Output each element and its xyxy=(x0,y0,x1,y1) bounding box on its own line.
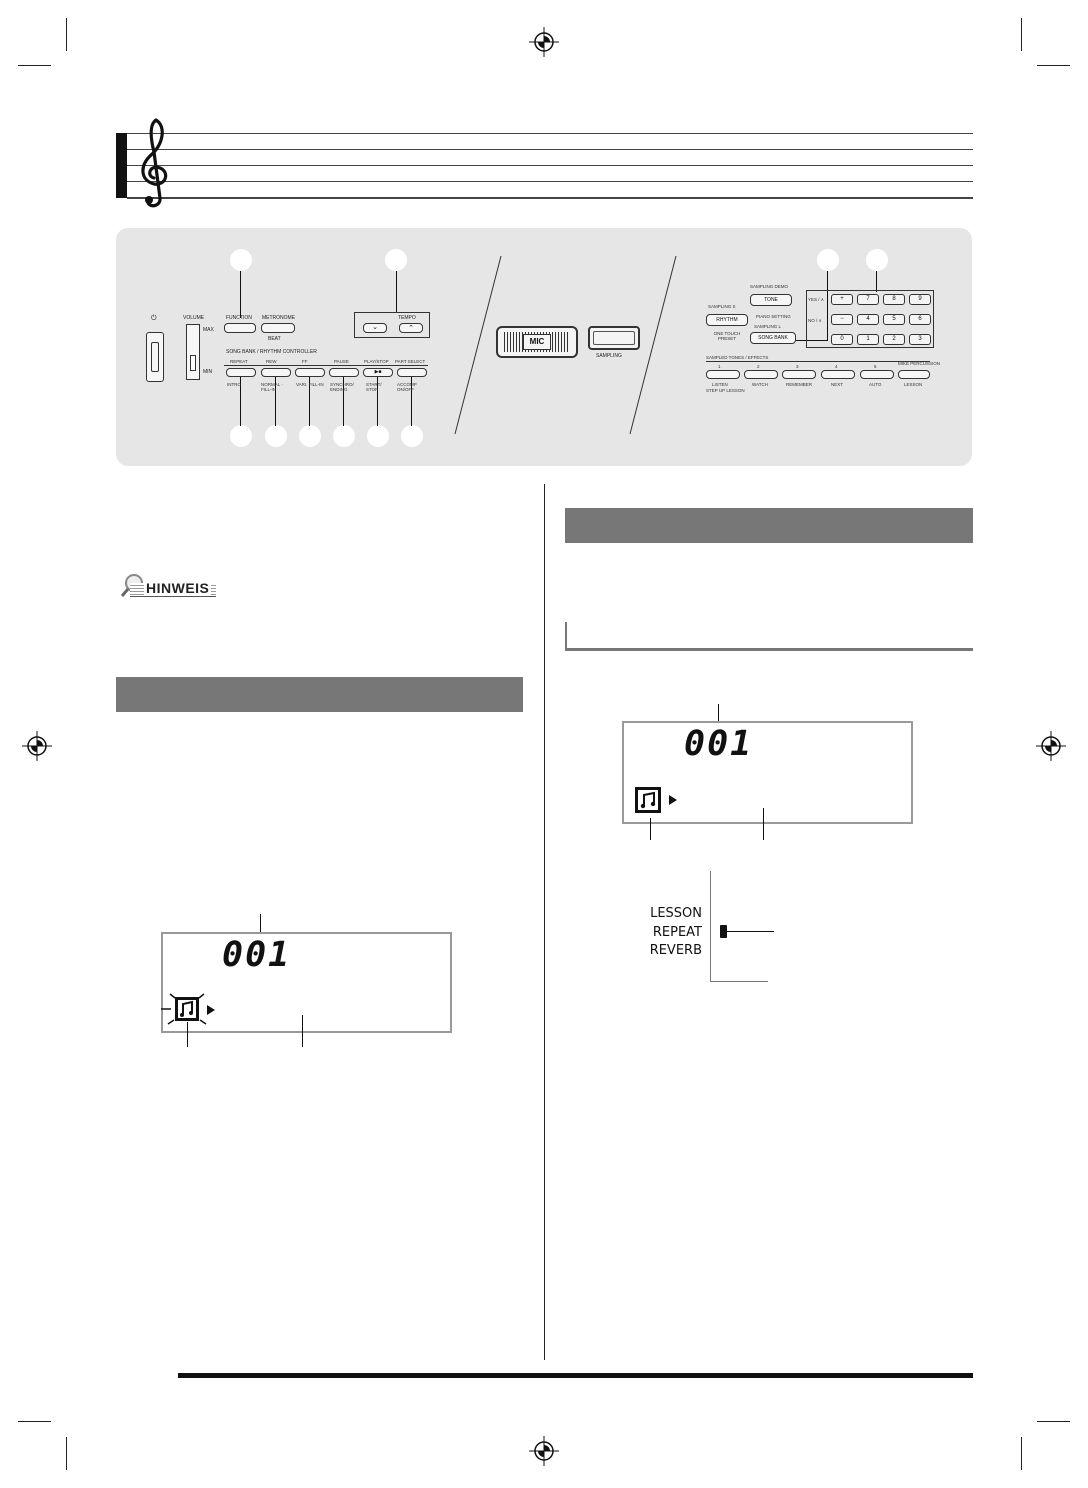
callout-circle xyxy=(230,425,252,447)
hinweis-badge xyxy=(120,572,218,600)
repeat-indicator-label: REPEAT xyxy=(652,924,702,940)
pause-label: PAUSE xyxy=(334,359,349,364)
lesson-button[interactable] xyxy=(898,370,930,379)
part-select-button[interactable] xyxy=(397,368,427,377)
rhythm-label: RHYTHM xyxy=(716,317,738,323)
sampling-label: SAMPLING xyxy=(596,353,622,359)
staff-line xyxy=(127,181,973,182)
song-number-display: 001 xyxy=(222,935,292,975)
divider xyxy=(224,365,428,366)
next-button[interactable] xyxy=(821,370,855,379)
callout-circle xyxy=(230,249,252,271)
crop-mark xyxy=(1021,1437,1022,1470)
key-minus[interactable]: − xyxy=(831,314,853,325)
lower-number: 2 xyxy=(757,364,760,369)
repeat-button[interactable] xyxy=(226,368,256,377)
key-2[interactable]: 2 xyxy=(883,334,905,345)
staff-line xyxy=(127,165,973,166)
song-bank-button[interactable] xyxy=(750,332,796,344)
power-button[interactable] xyxy=(146,332,164,382)
next-label: NEXT xyxy=(831,382,844,387)
beat-label: BEAT xyxy=(268,336,281,342)
registration-mark-icon xyxy=(22,731,52,761)
lower-number: 4 xyxy=(835,364,838,369)
accomp-label: ACCOMP ON/OFF xyxy=(397,382,417,392)
indicator-labels xyxy=(646,905,702,961)
lower-number: 5 xyxy=(874,364,877,369)
play-indicator-icon xyxy=(205,1003,217,1017)
controller-label: SONG BANK / RHYTHM CONTROLLER xyxy=(226,349,317,355)
callout-circle xyxy=(265,425,287,447)
normal-fill-in-label: NORMAL · FILL-IN xyxy=(261,382,283,392)
leader-line xyxy=(876,271,877,292)
piano-setting-label: PIANO SETTING xyxy=(756,314,791,319)
key-0[interactable]: 0 xyxy=(831,334,853,345)
footer-rule xyxy=(178,1373,973,1378)
metronome-button[interactable] xyxy=(261,323,295,333)
auto-label: AUTO xyxy=(869,382,882,387)
rhythm-button[interactable] xyxy=(706,314,748,326)
synchro-ending-label: SYNCHRO/ ENDING xyxy=(330,382,354,392)
intro-label: INTRO xyxy=(227,382,241,387)
listen-label: LISTEN xyxy=(712,382,728,387)
callout-circle xyxy=(817,249,839,271)
leader-line xyxy=(302,1015,303,1047)
section-heading-bar xyxy=(116,677,523,712)
auto-button[interactable] xyxy=(860,370,894,379)
divider xyxy=(706,361,930,362)
staff-line xyxy=(127,197,973,199)
lesson-label: LESSON xyxy=(904,382,923,387)
lcd-display xyxy=(622,721,913,824)
remember-button[interactable] xyxy=(782,370,816,379)
lcd-edge xyxy=(710,871,711,982)
play-indicator-icon xyxy=(667,793,679,807)
tempo-label: TEMPO xyxy=(398,315,416,321)
callout-circle xyxy=(401,425,423,447)
leader-line xyxy=(763,808,764,840)
chevron-down-icon: ⌄ xyxy=(372,324,378,331)
start-stop-label: START/ STOP xyxy=(366,382,382,392)
staff-line xyxy=(127,149,973,150)
crop-mark xyxy=(18,1421,51,1422)
leader-line xyxy=(396,271,397,313)
key-plus[interactable]: + xyxy=(831,294,853,305)
song-bank-label: SONG BANK xyxy=(758,335,788,341)
treble-clef-icon xyxy=(136,116,174,212)
lesson-indicator-label: LESSON xyxy=(650,906,702,921)
key-8[interactable]: 8 xyxy=(883,294,905,305)
lower-number: 1 xyxy=(718,364,721,369)
volume-slider[interactable] xyxy=(186,324,200,380)
lcd-edge xyxy=(710,981,768,982)
mic-input xyxy=(496,326,578,358)
callout-circle xyxy=(333,425,355,447)
callout-circle xyxy=(299,425,321,447)
key-3[interactable]: 3 xyxy=(909,334,931,345)
listen-button[interactable] xyxy=(706,370,740,379)
play-stop-label: PLAY/STOP xyxy=(364,359,389,364)
registration-mark-icon xyxy=(529,27,559,57)
keyboard-panel xyxy=(116,228,972,466)
leader-line xyxy=(187,1022,188,1047)
repeat-indicator-mark xyxy=(720,925,727,938)
one-touch-preset-label: ONE TOUCH PRESET xyxy=(713,331,741,341)
function-button[interactable] xyxy=(224,323,256,333)
mic-label: MIC xyxy=(523,334,551,350)
key-1[interactable]: 1 xyxy=(857,334,879,345)
staff-line xyxy=(127,133,973,134)
sampling-button[interactable] xyxy=(588,326,640,350)
tone-button[interactable] xyxy=(750,294,792,306)
lower-number: 3 xyxy=(796,364,799,369)
registration-mark-icon xyxy=(529,1436,559,1466)
sampling-s-label: SAMPLING S xyxy=(708,304,736,309)
volume-min-label: MIN xyxy=(203,369,213,375)
section-heading-bar xyxy=(565,508,973,543)
key-5[interactable]: 5 xyxy=(883,314,905,325)
rew-button[interactable] xyxy=(261,368,291,377)
crop-mark xyxy=(1037,65,1070,66)
mike-percussion-label: MIKE PERCUSSION xyxy=(898,361,941,366)
tone-label: TONE xyxy=(764,297,778,303)
tempo-up-button[interactable] xyxy=(399,323,423,333)
song-number-display: 001 xyxy=(684,724,754,764)
leader-line xyxy=(650,818,651,840)
crop-mark xyxy=(66,1437,67,1470)
callout-circle xyxy=(866,249,888,271)
crop-mark xyxy=(1037,1421,1070,1422)
sampled-tones-label: SAMPLED TONES / EFFECTS xyxy=(706,355,769,360)
callout-circle xyxy=(367,425,389,447)
remember-label: REMEMBER xyxy=(786,382,813,387)
step-up-lesson-label: STEP UP LESSON xyxy=(706,388,745,393)
watch-button[interactable] xyxy=(744,370,778,379)
function-label: FUNCTION xyxy=(226,315,252,321)
registration-mark-icon xyxy=(1036,731,1066,761)
metronome-label: METRONOME xyxy=(262,315,296,321)
sampling-l-label: SAMPLING L xyxy=(754,324,782,329)
crop-mark xyxy=(18,65,51,66)
play-stop-button[interactable] xyxy=(363,368,393,377)
play-pause-icon: ▶■ xyxy=(374,369,382,375)
pause-button[interactable] xyxy=(329,368,359,377)
part-select-label: PART SELECT xyxy=(395,359,426,364)
hinweis-label: HINWEIS xyxy=(146,580,210,596)
power-icon: ⏻ xyxy=(151,315,157,322)
key-6[interactable]: 6 xyxy=(909,314,931,325)
leader-line xyxy=(727,931,774,932)
ff-label: FF xyxy=(302,359,308,364)
volume-label: VOLUME xyxy=(183,315,205,321)
volume-max-label: MAX xyxy=(203,327,214,333)
key-4[interactable]: 4 xyxy=(857,314,879,325)
leader-line xyxy=(240,271,241,318)
yes-label: YES / ∧ xyxy=(808,297,825,302)
ff-button[interactable] xyxy=(295,368,325,377)
crop-mark xyxy=(1021,18,1022,51)
tempo-down-button[interactable] xyxy=(363,323,387,333)
subsection-heading xyxy=(565,622,973,651)
key-9[interactable]: 9 xyxy=(909,294,931,305)
reverb-indicator-label: REVERB xyxy=(649,943,702,958)
sampling-demo-label: SAMPLING DEMO xyxy=(750,284,789,289)
no-label: NO / ∨ xyxy=(808,318,822,323)
key-7[interactable]: 7 xyxy=(857,294,879,305)
rew-label: REW xyxy=(266,359,277,364)
repeat-label: REPEAT xyxy=(230,359,248,364)
staff-bar xyxy=(116,133,127,198)
chevron-up-icon: ⌃ xyxy=(408,325,414,332)
song-bank-indicator-icon xyxy=(634,786,664,816)
column-divider xyxy=(544,484,545,1360)
vari-fill-in-label: VARI. FILL-IN xyxy=(296,382,324,387)
callout-circle xyxy=(385,249,407,271)
crop-mark xyxy=(66,18,67,51)
watch-label: WATCH xyxy=(752,382,768,387)
